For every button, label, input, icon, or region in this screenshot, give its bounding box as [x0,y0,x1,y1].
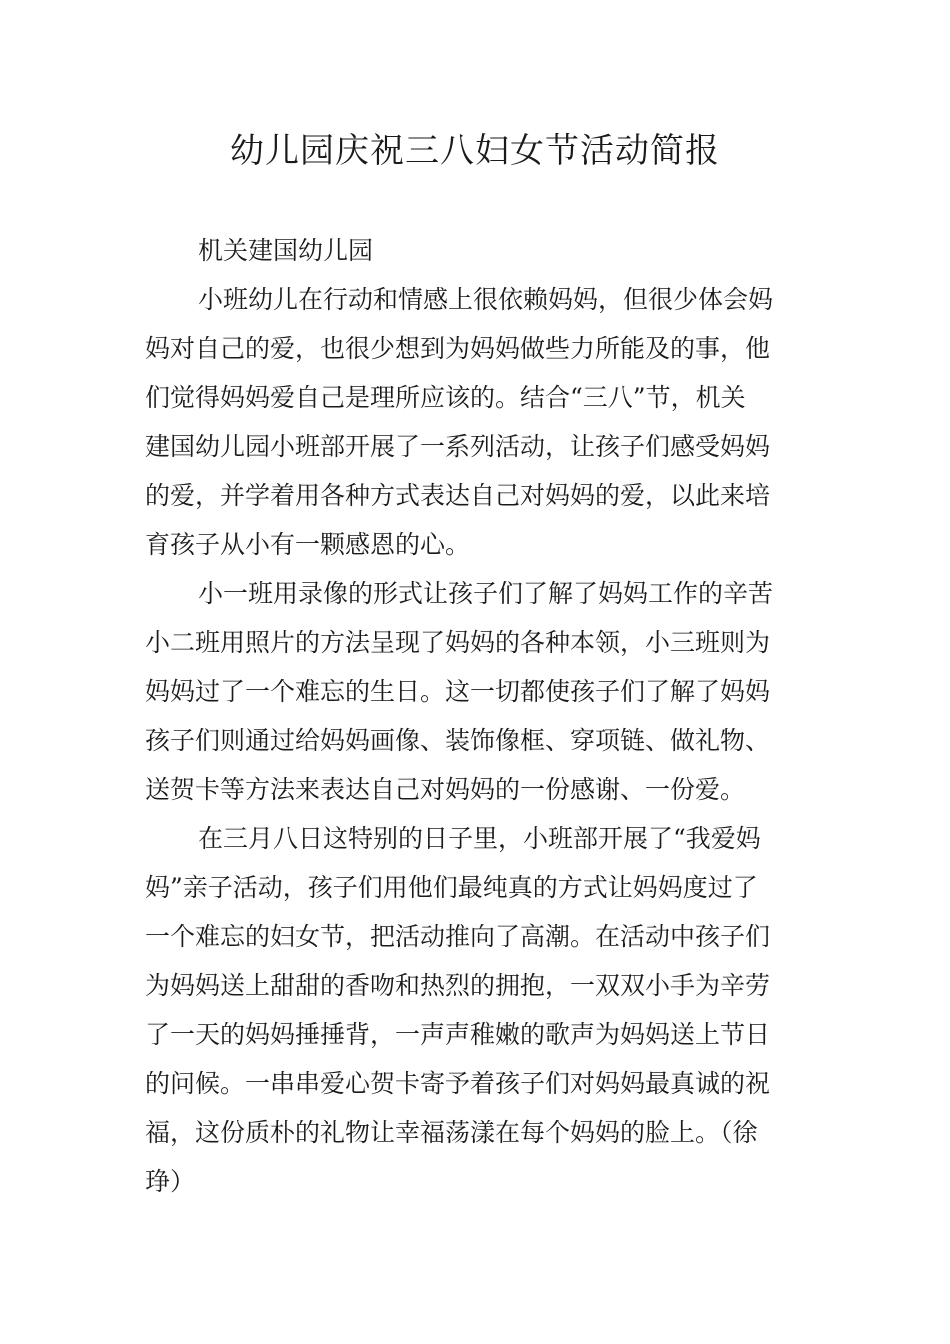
document-title: 幼儿园庆祝三八妇女节活动简报 [230,131,720,171]
text-line: 为妈妈送上甜甜的香吻和热烈的拥抱，一双双小手为辛劳 [145,971,771,1000]
text-line: 福，这份质朴的礼物让幸福荡漾在每个妈妈的脸上。（徐 [145,1118,758,1147]
text-line: 一个难忘的妇女节，把活动推向了高潮。在活动中孩子们 [145,922,771,951]
text-line: 琤） [145,1167,196,1196]
text-line: 小一班用录像的形式让孩子们了解了妈妈工作的辛苦 [198,579,774,608]
text-line: 送贺卡等方法来表达自己对妈妈的一份感谢、一份爱。 [145,775,746,804]
text-line: 机关建国幼儿园 [198,236,374,265]
text-line: 了一天的妈妈捶捶背，一声声稚嫩的歌声为妈妈送上节日 [145,1020,771,1049]
text-line: 建国幼儿园小班部开展了一系列活动，让孩子们感受妈妈 [145,432,771,461]
text-line: 孩子们则通过给妈妈画像、装饰像框、穿项链、做礼物、 [145,726,771,755]
text-line: 小二班用照片的方法呈现了妈妈的各种本领，小三班则为 [145,628,771,657]
text-line: 的问候。一串串爱心贺卡寄予着孩子们对妈妈最真诚的祝 [145,1069,771,1098]
text-line: 育孩子从小有一颗感恩的心。 [145,530,471,559]
document-body [145,226,807,1206]
text-line: 妈”亲子活动，孩子们用他们最纯真的方式让妈妈度过了 [145,873,758,902]
text-line: 的爱，并学着用各种方式表达自己对妈妈的爱，以此来培 [145,481,771,510]
text-line: 妈妈过了一个难忘的生日。这一切都使孩子们了解了妈妈 [145,677,771,706]
text-line: 们觉得妈妈爱自己是理所应该的。结合“三八”节，机关 [145,383,746,412]
text-line: 妈对自己的爱，也很少想到为妈妈做些力所能及的事，他 [145,334,771,363]
text-line: 在三月八日这特别的日子里，小班部开展了“我爱妈 [198,824,761,853]
text-line: 小班幼儿在行动和情感上很依赖妈妈，但很少体会妈 [198,285,774,314]
